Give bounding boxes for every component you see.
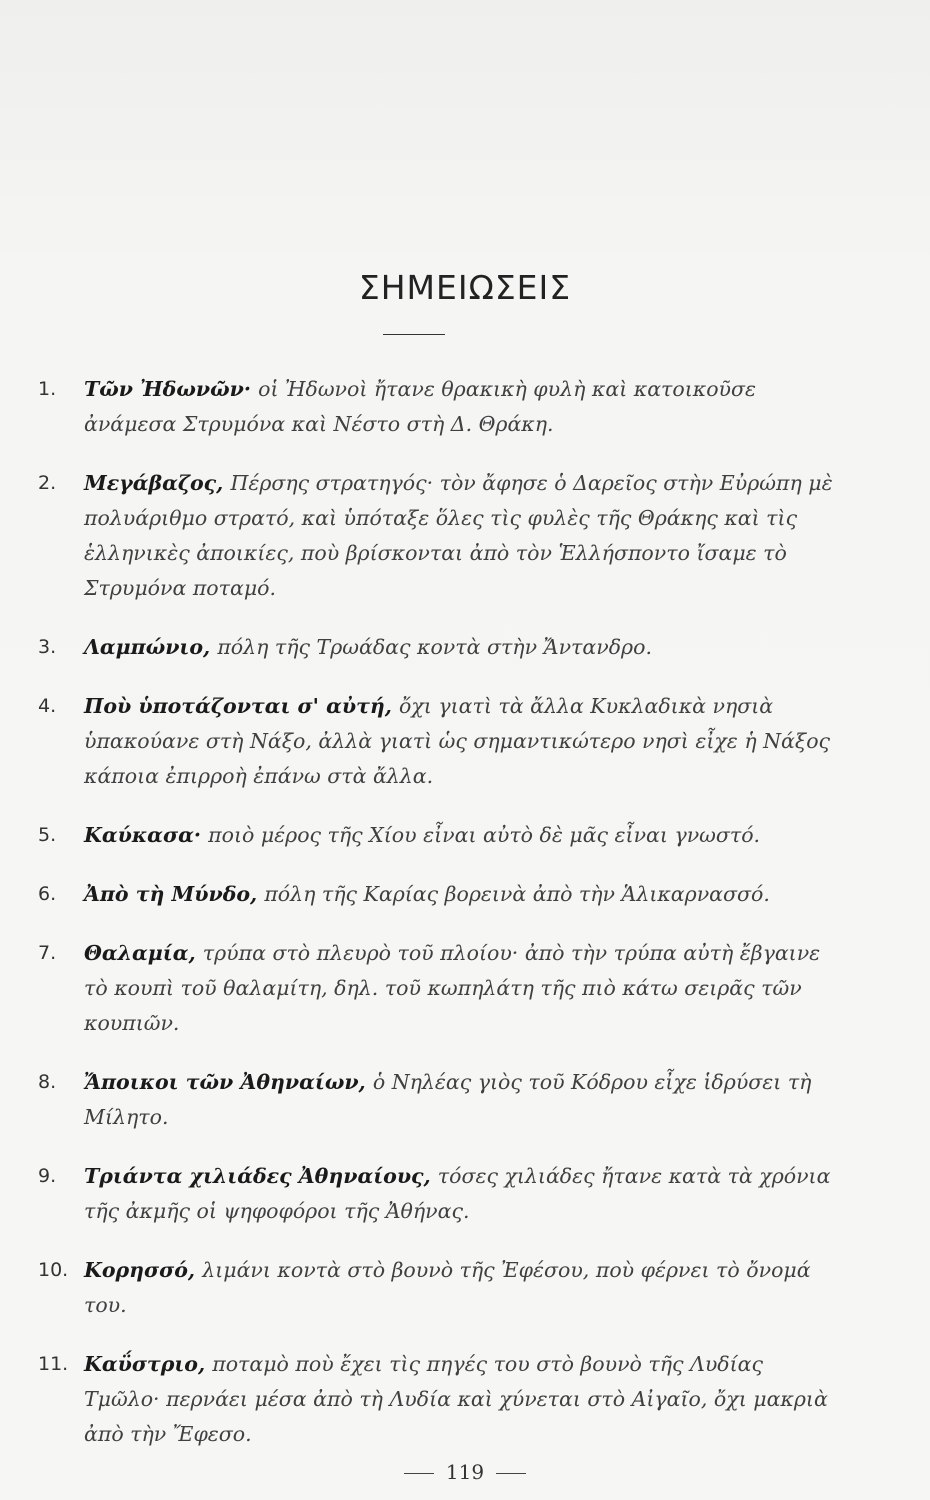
note-number: 5. bbox=[38, 824, 57, 846]
note-item bbox=[38, 1159, 838, 1229]
footer-dash-right bbox=[496, 1473, 526, 1474]
note-text: ὁ Νηλέας γιὸς τοῦ Κόδρου εἶχε ἱδρύσει τὴ Μίλητο. bbox=[84, 1070, 812, 1129]
note-text: πόλη τῆς Καρίας βορεινὰ ἀπὸ τὴν Ἁλικαρνασσό. bbox=[264, 882, 770, 906]
note-term: Λαμπώνιο, bbox=[84, 635, 218, 659]
note-term: Θαλαμία, bbox=[84, 941, 203, 965]
note-number: 6. bbox=[38, 883, 57, 905]
title-rule bbox=[383, 334, 445, 335]
note-number: 9. bbox=[38, 1165, 57, 1187]
note-text: ποταμὸ ποὺ ἔχει τὶς πηγές του στὸ βουνὸ τῆς Λυδίας Τμῶλο· περνάει μέσα ἀπὸ τὴ Λυδία καὶ χύνεται στὸ Αἰγαῖο, ὄχι μακριὰ ἀπὸ τὴν Ἔφεσο. bbox=[84, 1352, 828, 1446]
note-term: Τριάντα χιλιάδες Ἀθηναίους, bbox=[84, 1164, 438, 1188]
note-item bbox=[38, 1253, 838, 1323]
note-item bbox=[38, 372, 838, 442]
note-text: λιμάνι κοντὰ στὸ βουνὸ τῆς Ἐφέσου, ποὺ φέρνει τὸ ὄνομά του. bbox=[84, 1258, 811, 1317]
note-number: 7. bbox=[38, 942, 57, 964]
footer-dash-left bbox=[404, 1473, 434, 1474]
note-term: Ποὺ ὑποτάζονται σ' αὐτή, bbox=[84, 694, 400, 718]
note-number: 3. bbox=[38, 636, 57, 658]
note-text: ποιὸ μέρος τῆς Χίου εἶναι αὐτὸ δὲ μᾶς εἶναι γνωστό. bbox=[208, 823, 761, 847]
note-text: Πέρσης στρατηγός· τὸν ἄφησε ὁ Δαρεῖος στὴν Εὐρώπη μὲ πολυάριθμο στρατό, καὶ ὑπόταξε ὅλες τὶς φυλὲς τῆς Θράκης καὶ τὶς ἑλληνικὲς ἀποικίες, ποὺ βρίσκονται ἀπὸ τὸν Ἑλλήσποντο ἴσαμε τὸ Στρυμόνα ποταμό. bbox=[84, 471, 833, 600]
page-footer bbox=[0, 1460, 930, 1484]
note-number: 11. bbox=[38, 1353, 69, 1375]
note-number: 8. bbox=[38, 1071, 57, 1093]
note-text: πόλη τῆς Τρωάδας κοντὰ στὴν Ἄντανδρο. bbox=[217, 635, 652, 659]
notes-list bbox=[38, 372, 838, 1476]
note-number: 1. bbox=[38, 378, 57, 400]
note-term: Μεγάβαζος, bbox=[84, 471, 231, 495]
note-term: Τῶν Ἠδωνῶν· bbox=[84, 377, 259, 401]
note-term: Καΰστριο, bbox=[84, 1352, 213, 1376]
note-item bbox=[38, 818, 838, 853]
note-item bbox=[38, 466, 838, 606]
note-number: 2. bbox=[38, 472, 57, 494]
note-term: Καύκασα· bbox=[84, 823, 209, 847]
note-item bbox=[38, 936, 838, 1041]
note-item bbox=[38, 630, 838, 665]
page-title: ΣΗΜΕΙΩΣΕΙΣ bbox=[358, 268, 572, 307]
note-term: Ἀπὸ τὴ Μύνδο, bbox=[84, 882, 265, 906]
note-text: οἱ Ἠδωνοὶ ἤτανε θρακικὴ φυλὴ καὶ κατοικοῦσε ἀνάμεσα Στρυμόνα καὶ Νέστο στὴ Δ. Θράκη. bbox=[84, 377, 757, 436]
note-item bbox=[38, 877, 838, 912]
note-text: τόσες χιλιάδες ἤτανε κατὰ τὰ χρόνια τῆς ἀκμῆς οἱ ψηφοφόροι τῆς Ἀθήνας. bbox=[84, 1164, 831, 1223]
note-term: Κορησσό, bbox=[84, 1258, 203, 1282]
note-number: 10. bbox=[38, 1259, 69, 1281]
page-number: 119 bbox=[445, 1460, 485, 1484]
note-number: 4. bbox=[38, 695, 57, 717]
note-item bbox=[38, 1347, 838, 1452]
note-text: τρύπα στὸ πλευρὸ τοῦ πλοίου· ἀπὸ τὴν τρύπα αὐτὴ ἔβγαινε τὸ κουπὶ τοῦ θαλαμίτη, δηλ. τοῦ κωπηλάτη τῆς πιὸ κάτω σειρᾶς τῶν κουπιῶν. bbox=[84, 941, 821, 1035]
note-item bbox=[38, 689, 838, 794]
note-term: Ἄποικοι τῶν Ἀθηναίων, bbox=[84, 1070, 373, 1094]
note-item bbox=[38, 1065, 838, 1135]
note-text: ὄχι γιατὶ τὰ ἄλλα Κυκλαδικὰ νησιὰ ὑπακούανε στὴ Νάξο, ἀλλὰ γιατὶ ὡς σημαντικώτερο νησὶ εἶχε ἡ Νάξος κάποια ἐπιρροὴ ἐπάνω στὰ ἄλλα. bbox=[84, 694, 831, 788]
